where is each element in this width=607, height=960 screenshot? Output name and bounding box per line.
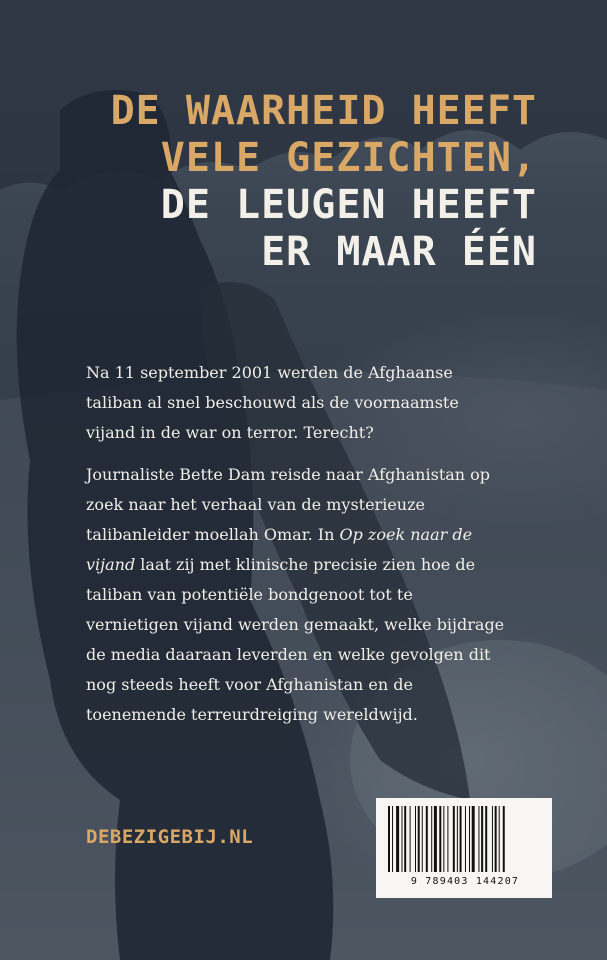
barcode-bar	[439, 806, 441, 872]
blurb-paragraph-2	[86, 460, 506, 730]
barcode-bars	[384, 806, 544, 874]
barcode-bar	[457, 806, 458, 872]
barcode-bar	[465, 806, 466, 872]
blurb-paragraph-1: Na 11 september 2001 werden de Afghaanse taliban al snel beschouwd als de voornaamste vijand in de war on terror. Terecht?	[86, 363, 459, 442]
barcode-bar	[404, 806, 406, 872]
barcode-bar	[472, 806, 475, 872]
barcode-bar	[469, 806, 470, 872]
barcode-bar	[410, 806, 411, 872]
barcode-bar	[434, 806, 437, 872]
barcode-bar	[415, 806, 416, 872]
barcode-bar	[402, 806, 403, 872]
barcode-bar	[499, 806, 500, 872]
barcode-bar	[422, 806, 423, 872]
barcode-bar	[418, 806, 420, 872]
blurb-paragraph-2-rest: laat zij met klinische precisie zien hoe de taliban van potentiële bondgenoot tot te vernietigen vijand werden gemaakt, welke bijdrage de media daaraan leverden en welke gevolgen dit nog steeds heeft voor Afghanistan en de toenemende terreurdreiging wereldwijd.	[86, 555, 505, 724]
barcode-bar	[447, 806, 448, 872]
barcode-bar	[485, 806, 487, 872]
blurb-paragraph-2-intro: Journaliste Bette Dam reisde naar Afghanistan op zoek naar het verhaal van de mysterieuze talibanleider moellah Omar. In	[86, 465, 491, 544]
headline-line-3: DE LEUGEN HEEFT	[160, 182, 537, 228]
barcode-bar	[431, 806, 432, 872]
headline-line-4: ER MAAR ÉÉN	[261, 229, 537, 275]
barcode-bar	[495, 806, 497, 872]
barcode-bar	[426, 806, 428, 872]
barcode-bar	[478, 806, 479, 872]
barcode-bar	[388, 806, 390, 872]
barcode-bar	[392, 806, 393, 872]
barcode-bar	[453, 806, 455, 872]
barcode-bar	[503, 806, 505, 872]
barcode-bar	[396, 806, 399, 872]
blurb	[86, 358, 506, 742]
barcode-bar	[492, 806, 493, 872]
isbn-barcode	[376, 798, 552, 898]
isbn-digits: 9 789403 144207	[410, 876, 520, 887]
headline-line-1: DE WAARHEID HEEFT	[110, 88, 537, 134]
headline-line-2: VELE GEZICHTEN,	[160, 135, 537, 181]
barcode-bar	[460, 806, 462, 872]
publisher-website: DEBEZIGEBIJ.NL	[86, 826, 254, 848]
barcode-bar	[481, 806, 483, 872]
headline	[111, 88, 537, 276]
barcode-bar	[443, 806, 444, 872]
book-title-italic: Op zoek naar de vijand	[86, 525, 473, 574]
